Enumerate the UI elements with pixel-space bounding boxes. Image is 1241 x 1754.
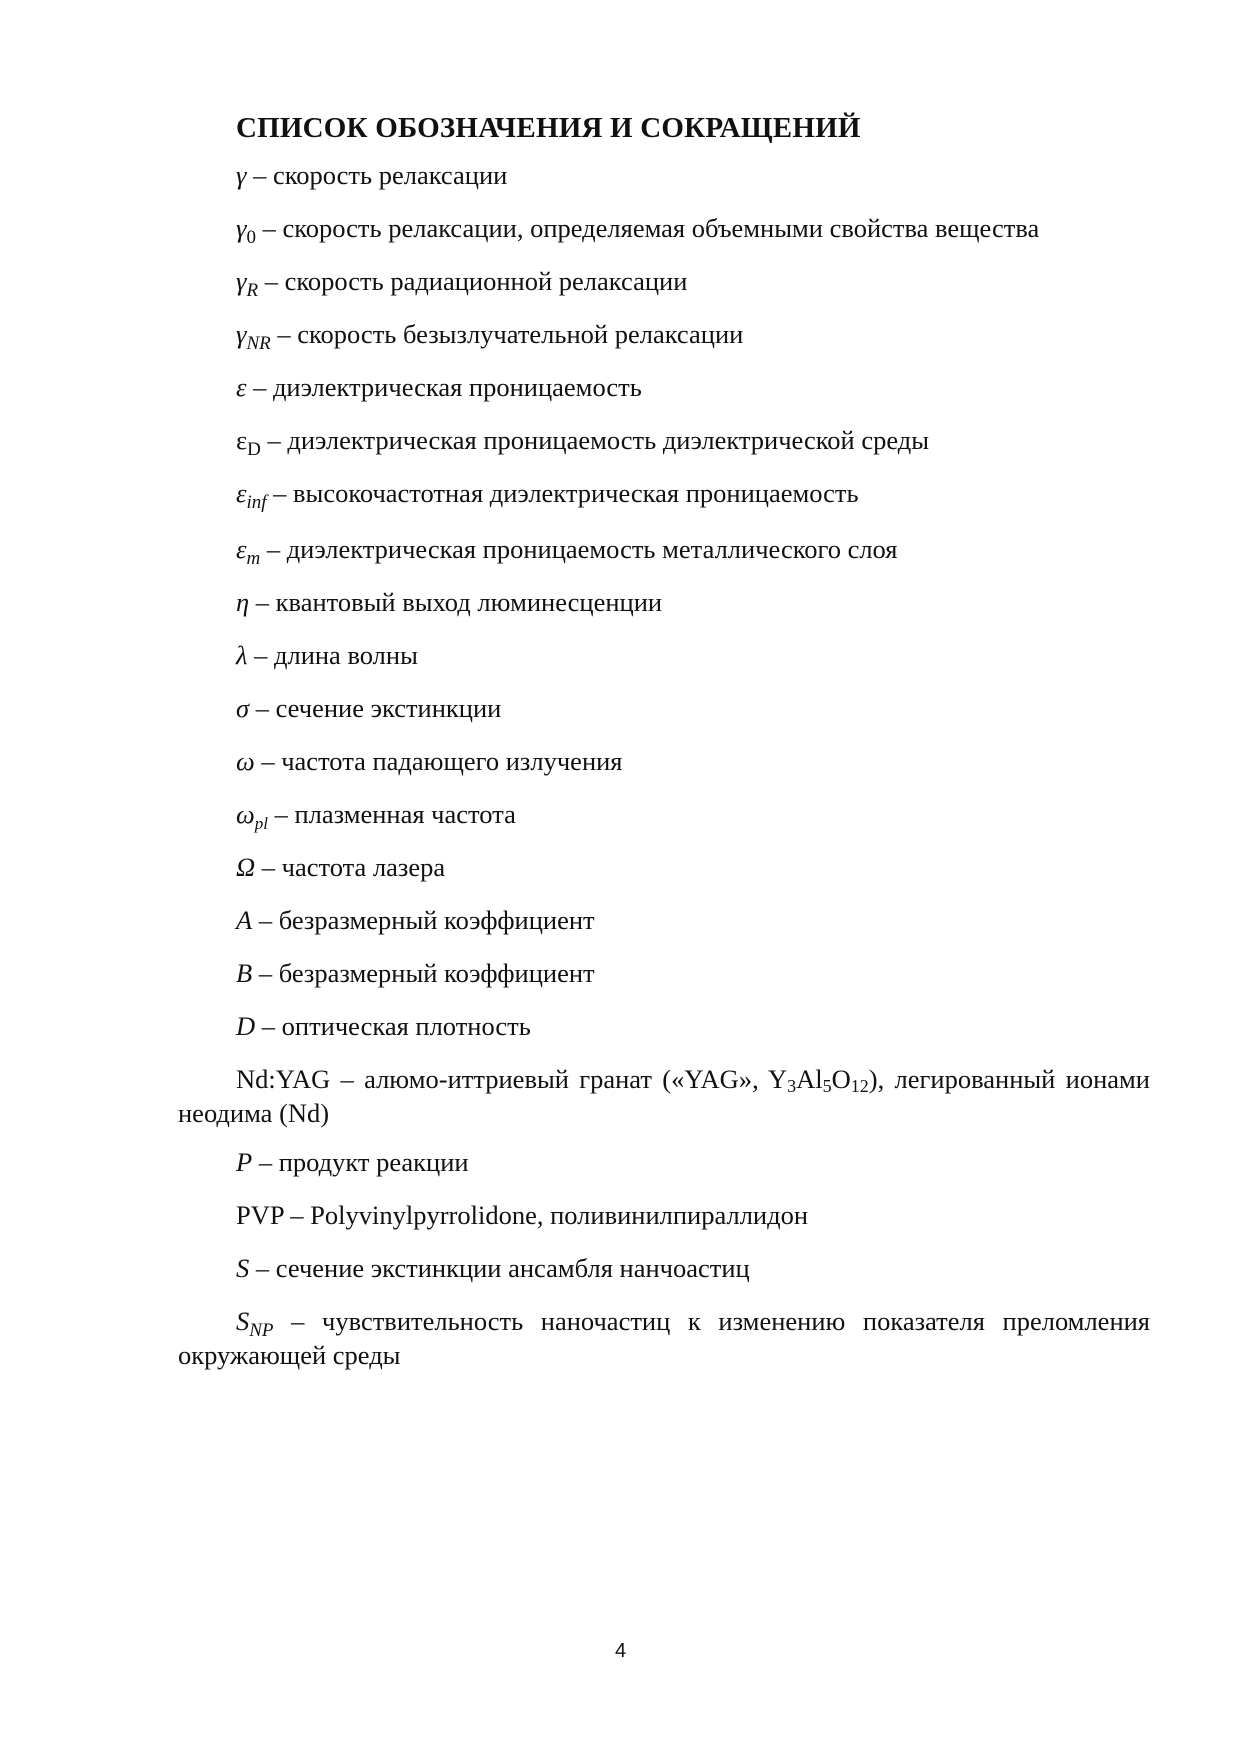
list-item	[236, 797, 1150, 831]
list-item	[236, 850, 1150, 884]
list-item	[236, 903, 1150, 937]
symbol: σ	[236, 693, 250, 723]
list-item-ndyag	[178, 1062, 1150, 1130]
symbol: γ	[236, 160, 247, 190]
definition: – высокочастотная диэлектрическая проницаемость	[266, 478, 859, 508]
symbol: η	[236, 587, 250, 617]
list-item	[236, 158, 1150, 192]
list-item	[236, 691, 1150, 725]
list-item	[236, 532, 1150, 569]
symbol: A	[236, 905, 253, 935]
list-item	[236, 476, 1150, 513]
definition: – оптическая плотность	[255, 1011, 531, 1041]
symbol-subscript: D	[247, 439, 261, 460]
definition: – скорость релаксации	[246, 160, 508, 190]
symbol: ε	[236, 425, 248, 455]
list-item	[236, 423, 1150, 460]
definition: – безразмерный коэффициент	[252, 958, 595, 988]
symbol: S	[236, 1253, 250, 1283]
list-item	[236, 638, 1150, 672]
symbol: ω	[236, 799, 255, 829]
symbol: B	[236, 958, 253, 988]
definition: – диэлектрическая проницаемость	[246, 372, 642, 402]
definition: – продукт реакции	[252, 1147, 469, 1177]
definition: – скорость радиационной релаксации	[258, 266, 688, 296]
list-item-snp	[178, 1304, 1150, 1372]
symbol: D	[236, 1011, 256, 1041]
definition: – безразмерный коэффициент	[252, 905, 595, 935]
definition: – длина волны	[247, 640, 418, 670]
symbol: γ	[236, 319, 247, 349]
symbol-subscript: NR	[246, 333, 271, 354]
definition: – скорость релаксации, определяемая объемными свойства вещества	[255, 213, 1040, 243]
symbol: γ	[236, 213, 247, 243]
symbol-subscript: inf	[246, 492, 267, 513]
definition: – квантовый выход люминесценции	[249, 587, 663, 617]
ndyag-element: O	[831, 1064, 851, 1094]
symbol-subscript: R	[246, 280, 259, 301]
symbol-subscript: NP	[249, 1320, 274, 1341]
symbol: P	[236, 1147, 253, 1177]
list-item	[236, 370, 1150, 404]
list-item	[236, 1009, 1150, 1043]
list-item	[236, 744, 1150, 778]
symbol: γ	[236, 266, 247, 296]
symbol: ε	[236, 478, 247, 508]
definition: – скорость безызлучательной релаксации	[270, 319, 744, 349]
list-item-pvp: PVP – Polyvinylpyrrolidone, поливинилпираллидон	[236, 1200, 809, 1230]
definition: – плазменная частота	[267, 799, 516, 829]
definition: – частота лазера	[255, 852, 446, 882]
symbol: Ω	[236, 852, 256, 882]
symbol-subscript: 0	[246, 227, 256, 248]
ndyag-prefix: Nd:YAG – алюмо-иттриевый гранат («YAG», Y	[236, 1064, 788, 1094]
definition: – диэлектрическая проницаемость металлического слоя	[260, 534, 898, 564]
list-item	[236, 211, 1150, 248]
definition: – сечение экстинкции	[249, 693, 502, 723]
ndyag-suffix: ), легированный ионами неодима (Nd)	[178, 1064, 1150, 1128]
page-number: 4	[614, 1640, 627, 1662]
list-item	[236, 1251, 1150, 1285]
symbol: S	[236, 1306, 250, 1336]
definition: – чувствительность наночастиц к изменению показателя преломления окружающей среды	[178, 1306, 1150, 1370]
chem-subscript: 3	[787, 1076, 797, 1096]
symbol: ω	[236, 746, 255, 776]
list-item	[236, 317, 1150, 354]
definition: – сечение экстинкции ансамбля нанчоастиц	[249, 1253, 750, 1283]
ndyag-element: Al	[796, 1064, 823, 1094]
list-item	[236, 1145, 1150, 1179]
chem-subscript: 12	[850, 1076, 869, 1096]
chem-subscript: 5	[822, 1076, 832, 1096]
definition: – диэлектрическая проницаемость диэлектрической среды	[260, 425, 930, 455]
page-title: СПИСОК ОБОЗНАЧЕНИЯ И СОКРАЩЕНИЙ	[236, 112, 861, 144]
list-item	[236, 264, 1150, 301]
symbol: ε	[236, 372, 247, 402]
symbol-subscript: pl	[254, 814, 268, 833]
list-item	[236, 585, 1150, 619]
symbol: ε	[236, 534, 247, 564]
definition: – частота падающего излучения	[254, 746, 623, 776]
list-item	[236, 956, 1150, 990]
symbol-subscript: m	[246, 548, 261, 569]
symbol: λ	[236, 640, 248, 670]
